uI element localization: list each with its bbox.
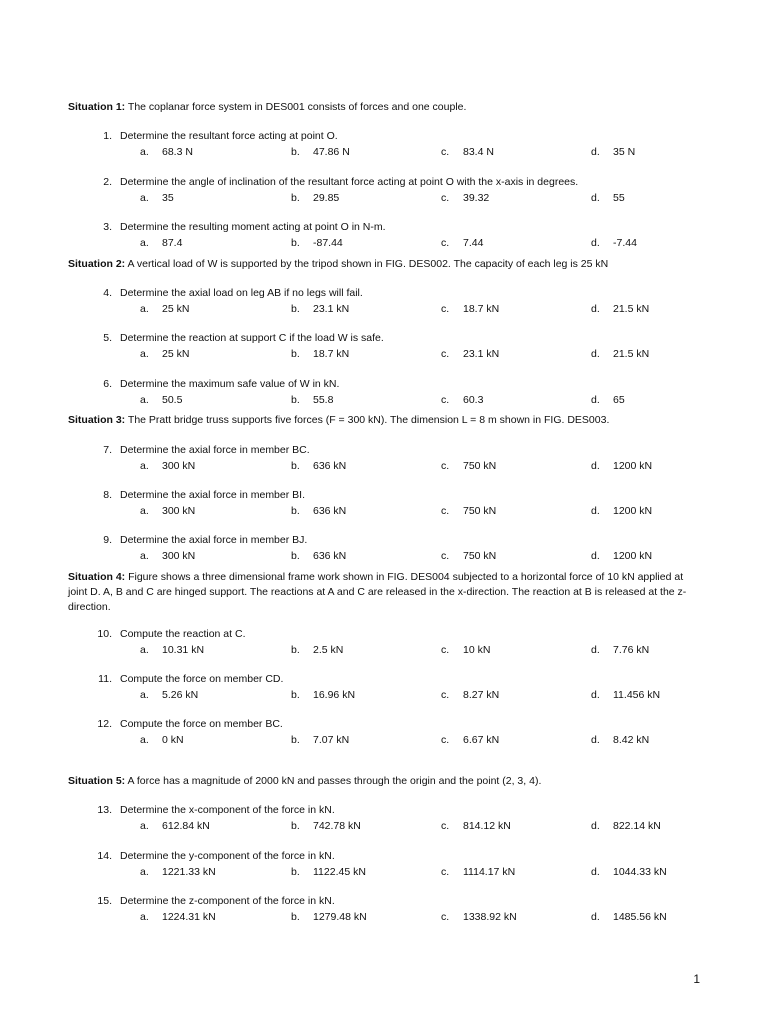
choice-c: c. 750 kN [441, 505, 497, 517]
choice-a: a. 68.3 N [140, 146, 193, 158]
question-number: 7. [103, 444, 112, 456]
situation-text: The coplanar force system in DES001 consists of forces and one couple. [125, 101, 467, 113]
choice-d: d. 8.42 kN [591, 734, 650, 746]
choice-a: a. 87.4 [140, 237, 183, 249]
choice-d: d. 21.5 kN [591, 348, 650, 360]
question-15 [90, 893, 700, 925]
choice-d: d. -7.44 [591, 237, 637, 249]
choice-a: a. 300 kN [140, 550, 196, 562]
question-text: Determine the resultant force acting at point O. [120, 130, 338, 142]
choice-d: d. 822.14 kN [591, 820, 661, 832]
choice-b: b. 1122.45 kN [291, 866, 366, 878]
question-3 [90, 219, 700, 251]
choice-c: c. 7.44 [441, 237, 484, 249]
choice-a: a. 1221.33 kN [140, 866, 216, 878]
question-number: 4. [103, 287, 112, 299]
choice-c: c. 10 kN [441, 644, 491, 656]
question-number: 13. [97, 804, 112, 816]
choice-b: b. 47.86 N [291, 146, 350, 158]
question-text: Determine the x-component of the force in kN. [120, 804, 335, 816]
choice-b: b. -87.44 [291, 237, 343, 249]
choice-a: a. 612.84 kN [140, 820, 210, 832]
question-number: 5. [103, 332, 112, 344]
question-number: 1. [103, 130, 112, 142]
question-number: 11. [98, 673, 112, 685]
situation-text: The Pratt bridge truss supports five forces (F = 300 kN). The dimension L = 8 m shown in FIG. DES003. [125, 414, 610, 426]
choice-a: a. 300 kN [140, 505, 196, 517]
question-text: Determine the axial force in member BI. [120, 489, 305, 501]
situation-5 [68, 774, 700, 789]
question-text: Determine the resulting moment acting at point O in N-m. [120, 221, 386, 233]
question-4 [90, 285, 700, 317]
question-number: 14. [97, 850, 112, 862]
situation-label: Situation 3: [68, 414, 126, 426]
choice-a: a. 5.26 kN [140, 689, 199, 701]
choice-a: a. 25 kN [140, 348, 190, 360]
situation-text: A vertical load of W is supported by the tripod shown in FIG. DES002. The capacity of each leg is 25 kN [125, 258, 609, 270]
choice-d: d. 1044.33 kN [591, 866, 667, 878]
choice-c: c. 39.32 [441, 192, 490, 204]
choice-b: b. 23.1 kN [291, 303, 350, 315]
question-text: Determine the axial load on leg AB if no legs will fail. [120, 287, 363, 299]
choice-a: a. 300 kN [140, 460, 196, 472]
page-number: 1 [693, 972, 700, 986]
choice-a: a. 25 kN [140, 303, 190, 315]
choice-d: d. 11.456 kN [591, 689, 661, 701]
question-6 [90, 376, 700, 408]
choice-a: a. 1224.31 kN [140, 911, 216, 923]
question-7 [90, 442, 700, 474]
question-11 [90, 671, 700, 703]
question-13 [90, 802, 700, 834]
question-text: Determine the angle of inclination of the resultant force acting at point O with the x-axis in degrees. [120, 176, 579, 188]
choice-c: c. 814.12 kN [441, 820, 511, 832]
question-text: Compute the force on member BC. [120, 718, 283, 730]
choice-c: c. 18.7 kN [441, 303, 500, 315]
situation-text: Figure shows a three dimensional frame work shown in FIG. DES004 subjected to a horizontal force of 10 kN applied at joint D. A, B and C are hinged support. The reactions at A and C are released in the x-direction. The reaction at B is released at the z-direction. [68, 571, 687, 613]
choice-c: c. 6.67 kN [441, 734, 500, 746]
question-1 [90, 128, 700, 160]
choice-b: b. 18.7 kN [291, 348, 350, 360]
choice-c: c. 83.4 N [441, 146, 494, 158]
choice-c: c. 750 kN [441, 460, 497, 472]
situation-4 [68, 570, 700, 615]
choice-b: b. 1279.48 kN [291, 911, 367, 923]
question-text: Determine the axial force in member BC. [120, 444, 310, 456]
situation-1 [68, 100, 700, 115]
question-number: 15. [97, 895, 112, 907]
choice-d: d. 35 N [591, 146, 636, 158]
choice-d: d. 21.5 kN [591, 303, 650, 315]
choice-b: b. 7.07 kN [291, 734, 350, 746]
choice-b: b. 636 kN [291, 505, 347, 517]
choice-d: d. 55 [591, 192, 625, 204]
choice-d: d. 1200 kN [591, 505, 653, 517]
situation-3 [68, 413, 700, 428]
situation-label: Situation 1: [68, 101, 126, 113]
choice-c: c. 23.1 kN [441, 348, 500, 360]
choice-b: b. 55.8 [291, 394, 334, 406]
question-text: Determine the reaction at support C if the load W is safe. [120, 332, 384, 344]
question-text: Determine the axial force in member BJ. [120, 534, 308, 546]
choice-b: b. 742.78 kN [291, 820, 361, 832]
question-number: 10. [97, 628, 112, 640]
choice-b: b. 16.96 kN [291, 689, 356, 701]
question-number: 8. [103, 489, 112, 501]
choice-d: d. 1200 kN [591, 460, 653, 472]
situation-label: Situation 2: [68, 258, 126, 270]
choice-a: a. 10.31 kN [140, 644, 205, 656]
question-number: 2. [103, 176, 112, 188]
situation-text: A force has a magnitude of 2000 kN and passes through the origin and the point (2, 3, 4). [125, 775, 542, 787]
choice-c: c. 1114.17 kN [441, 866, 516, 878]
choice-a: a. 35 [140, 192, 174, 204]
choice-b: b. 636 kN [291, 550, 347, 562]
question-number: 6. [103, 378, 112, 390]
question-2 [90, 174, 700, 206]
choice-a: a. 0 kN [140, 734, 184, 746]
choice-c: c. 750 kN [441, 550, 497, 562]
choice-b: b. 636 kN [291, 460, 347, 472]
choice-c: c. 60.3 [441, 394, 484, 406]
question-number: 3. [103, 221, 112, 233]
question-8 [90, 487, 700, 519]
question-number: 12. [97, 718, 112, 730]
choice-d: d. 1485.56 kN [591, 911, 667, 923]
situation-2 [68, 257, 700, 272]
question-9 [90, 532, 700, 564]
choice-a: a. 50.5 [140, 394, 183, 406]
question-text: Compute the force on member CD. [120, 673, 284, 685]
question-text: Determine the maximum safe value of W in kN. [120, 378, 340, 390]
choice-d: d. 7.76 kN [591, 644, 650, 656]
question-5 [90, 330, 700, 362]
choice-c: c. 8.27 kN [441, 689, 500, 701]
choice-d: d. 1200 kN [591, 550, 653, 562]
question-14 [90, 848, 700, 880]
question-text: Determine the y-component of the force in kN. [120, 850, 335, 862]
question-12 [90, 716, 700, 748]
question-10 [90, 626, 700, 658]
question-text: Compute the reaction at C. [120, 628, 246, 640]
situation-label: Situation 5: [68, 775, 126, 787]
question-text: Determine the z-component of the force in kN. [120, 895, 335, 907]
situation-label: Situation 4: [68, 571, 126, 583]
choice-d: d. 65 [591, 394, 625, 406]
question-number: 9. [103, 534, 112, 546]
choice-b: b. 29.85 [291, 192, 340, 204]
choice-b: b. 2.5 kN [291, 644, 344, 656]
choice-c: c. 1338.92 kN [441, 911, 517, 923]
